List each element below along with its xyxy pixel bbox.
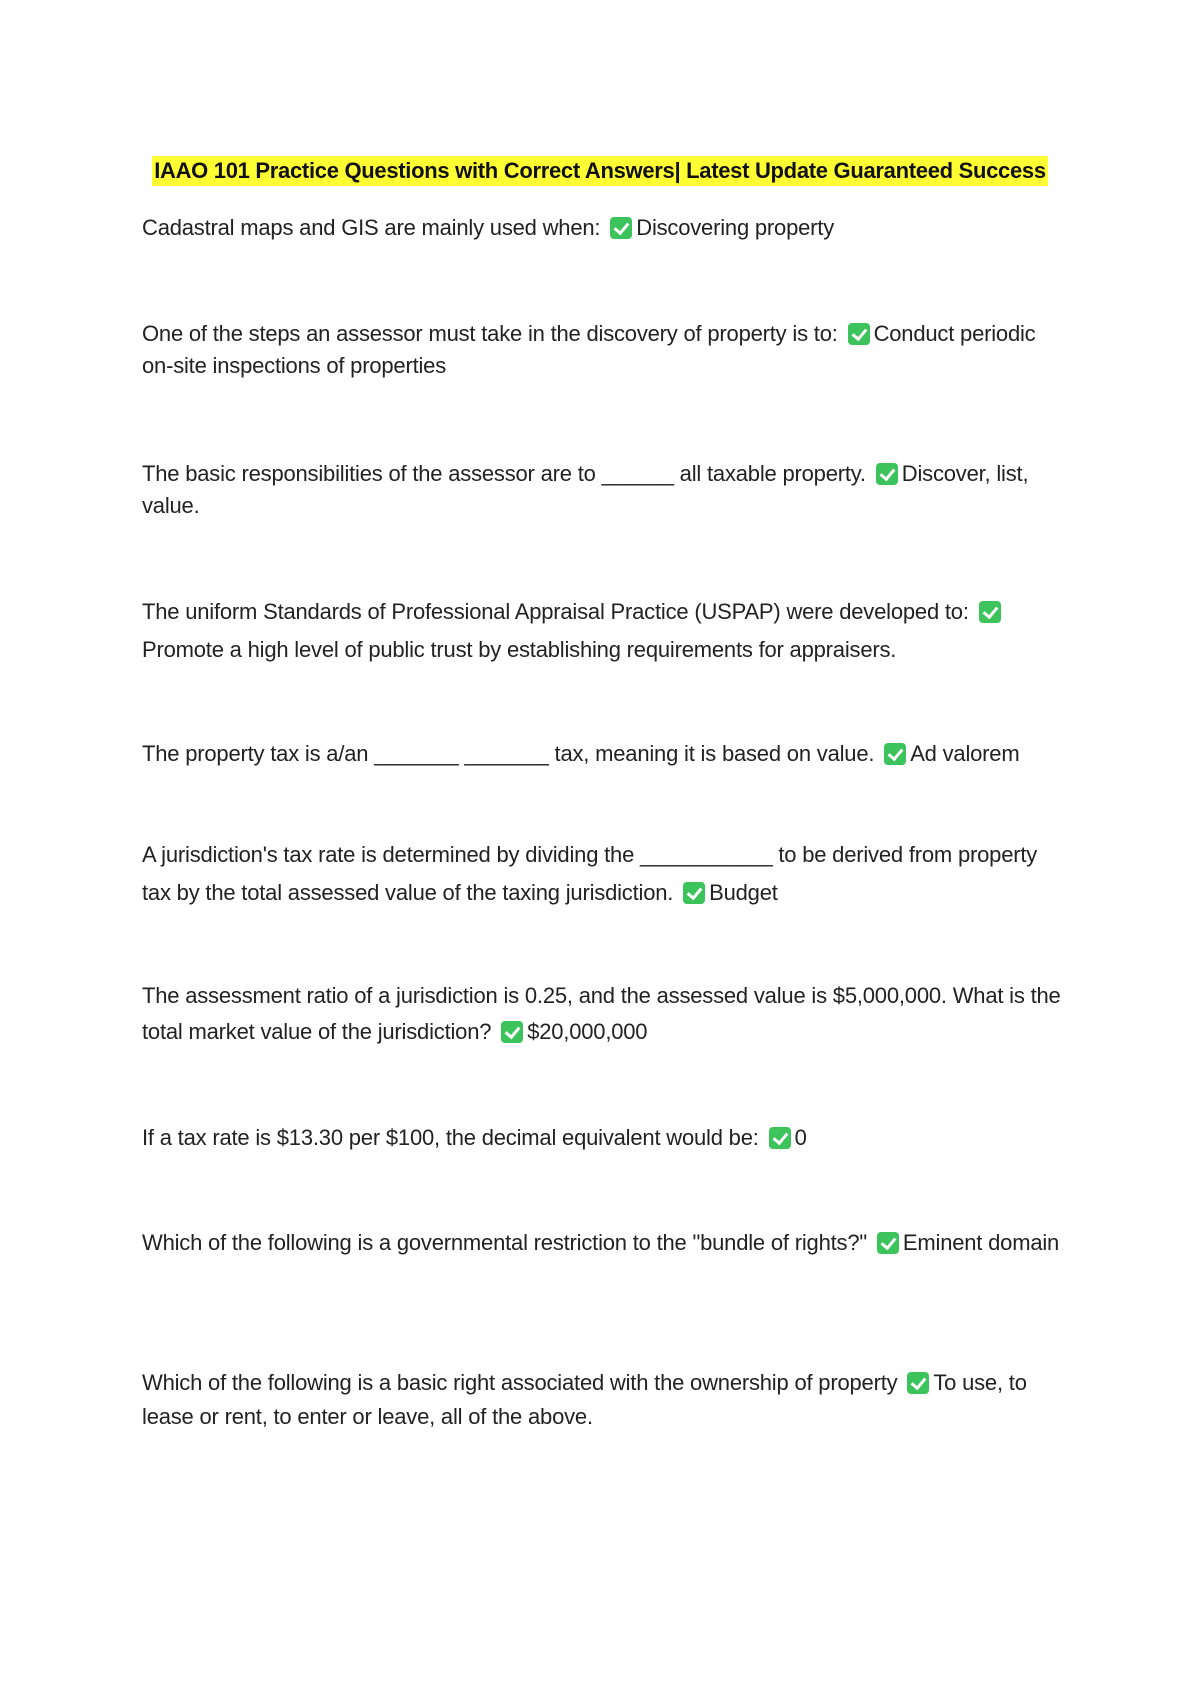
checkmark-icon: [877, 1232, 899, 1254]
qa-item: [142, 318, 1067, 382]
checkmark-icon: [769, 1127, 791, 1149]
answer-text: $20,000,000: [527, 1019, 648, 1044]
answer-text: Conduct periodic on-site inspections of properties: [142, 321, 1036, 378]
qa-item: [142, 1366, 1067, 1434]
qa-item: [142, 593, 1067, 669]
question-text: The uniform Standards of Professional Appraisal Practice (USPAP) were developed to:: [142, 599, 969, 624]
qa-item: [142, 836, 1067, 912]
question-text: The property tax is a/an _______ _______ tax, meaning it is based on value.: [142, 741, 875, 766]
title-container: [0, 156, 1200, 186]
qa-item: [142, 1122, 1067, 1154]
checkmark-icon: [610, 217, 632, 239]
question-text: The assessment ratio of a jurisdiction is 0.25, and the assessed value is $5,000,000. What is the total market value of the jurisdiction?: [142, 983, 1061, 1044]
checkmark-icon: [683, 882, 705, 904]
question-text: If a tax rate is $13.30 per $100, the decimal equivalent would be:: [142, 1125, 759, 1150]
checkmark-icon: [501, 1021, 523, 1043]
checkmark-icon: [884, 743, 906, 765]
question-text: One of the steps an assessor must take in the discovery of property is to:: [142, 321, 838, 346]
checkmark-icon: [848, 323, 870, 345]
question-text: Which of the following is a governmental restriction to the "bundle of rights?": [142, 1230, 867, 1255]
answer-text: 0: [794, 1125, 807, 1150]
answer-text: Discovering property: [636, 215, 834, 240]
checkmark-icon: [876, 463, 898, 485]
question-text: The basic responsibilities of the assessor are to ______ all taxable property.: [142, 461, 866, 486]
question-text: Which of the following is a basic right associated with the ownership of property: [142, 1370, 898, 1395]
answer-text: Discover, list, value.: [142, 461, 1029, 518]
question-text: A jurisdiction's tax rate is determined by dividing the ___________ to be derived from property tax by the total assessed value of the taxing jurisdiction.: [142, 842, 1038, 905]
question-text: Cadastral maps and GIS are mainly used when:: [142, 215, 601, 240]
qa-item: [142, 212, 1067, 244]
answer-text: Budget: [709, 880, 778, 905]
qa-item: [142, 738, 1067, 770]
answer-text: Promote a high level of public trust by establishing requirements for appraisers.: [142, 637, 897, 662]
qa-item: [142, 978, 1067, 1050]
document-title: IAAO 101 Practice Questions with Correct Answers| Latest Update Guaranteed Success: [152, 156, 1048, 186]
qa-item: [142, 458, 1067, 522]
checkmark-icon: [907, 1372, 929, 1394]
answer-text: To use, to lease or rent, to enter or leave, all of the above.: [142, 1370, 1027, 1429]
checkmark-icon: [979, 601, 1001, 623]
answer-text: Eminent domain: [902, 1230, 1060, 1255]
qa-item: [142, 1226, 1067, 1260]
answer-text: Ad valorem: [910, 741, 1020, 766]
